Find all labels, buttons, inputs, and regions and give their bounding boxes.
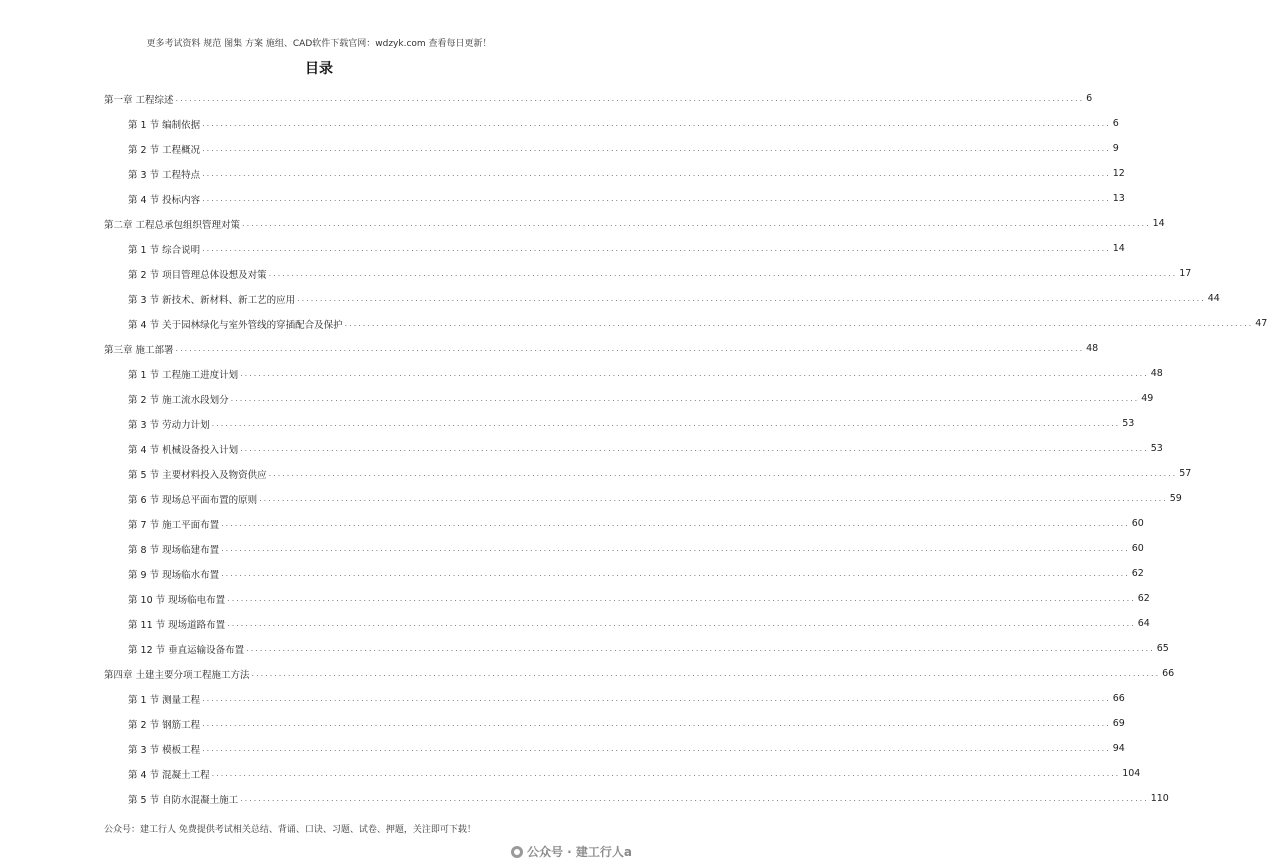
toc-section-row[interactable] [104,736,1125,761]
toc-page-number: 110 [1150,793,1169,804]
toc-section-row[interactable] [104,586,1150,611]
toc-entry-label: 第 1 节 综合说明 [128,244,201,256]
toc-leader-dots: ........................................................................................................................................................................................................ [202,119,1111,128]
toc-leader-dots: ........................................................................................................................................................................................................ [240,369,1149,378]
toc-chapter-row[interactable] [104,211,1165,236]
toc-section-row[interactable] [104,111,1119,136]
toc-section-row[interactable] [104,561,1144,586]
toc-page-number: 64 [1137,618,1150,629]
toc-entry-label: 第二章 工程总承包组织管理对策 [104,219,241,231]
toc-leader-dots: ........................................................................................................................................................................................................ [202,244,1111,253]
toc-entry-label: 第 11 节 现场道路布置 [128,619,226,631]
toc-page-number: 53 [1122,418,1135,429]
toc-chapter-row[interactable] [104,86,1093,111]
table-of-contents [104,86,1267,811]
toc-section-row[interactable] [104,536,1144,561]
toc-entry-label: 第三章 施工部署 [104,344,174,356]
toc-section-row[interactable] [104,311,1267,336]
toc-page-number: 104 [1122,768,1141,779]
toc-entry-label: 第 1 节 测量工程 [128,694,201,706]
toc-entry-label: 第 5 节 自防水混凝土施工 [128,794,239,806]
toc-entry-label: 第 2 节 钢筋工程 [128,719,201,731]
toc-leader-dots: ........................................................................................................................................................................................................ [202,744,1111,753]
toc-leader-dots: ........................................................................................................................................................................................................ [240,794,1149,803]
toc-leader-dots: ........................................................................................................................................................................................................ [227,619,1136,628]
toc-leader-dots: ........................................................................................................................................................................................................ [344,319,1254,328]
toc-page-number: 94 [1112,743,1125,754]
toc-entry-label: 第 4 节 投标内容 [128,194,201,206]
toc-section-row[interactable] [104,686,1125,711]
toc-leader-dots: ........................................................................................................................................................................................................ [202,169,1111,178]
toc-section-row[interactable] [104,636,1169,661]
toc-entry-label: 第 2 节 施工流水段划分 [128,394,229,406]
toc-section-row[interactable] [104,486,1182,511]
toc-section-row[interactable] [104,186,1125,211]
toc-entry-label: 第 9 节 现场临水布置 [128,569,220,581]
toc-page-number: 62 [1137,593,1150,604]
toc-entry-label: 第 3 节 工程特点 [128,169,201,181]
toc-chapter-row[interactable] [104,661,1175,686]
toc-page-number: 12 [1112,168,1125,179]
toc-page-number: 14 [1152,218,1165,229]
toc-entry-label: 第 7 节 施工平面布置 [128,519,220,531]
toc-leader-dots: ........................................................................................................................................................................................................ [242,219,1151,228]
toc-page-number: 66 [1112,693,1125,704]
toc-page-number: 60 [1131,518,1144,529]
toc-leader-dots: ........................................................................................................................................................................................................ [297,294,1206,303]
toc-page-number: 49 [1141,393,1154,404]
toc-page-number: 48 [1150,368,1163,379]
toc-chapter-row[interactable] [104,336,1099,361]
toc-entry-label: 第 8 节 现场临建布置 [128,544,220,556]
toc-page-number: 59 [1169,493,1182,504]
toc-section-row[interactable] [104,786,1169,811]
toc-entry-label: 第 3 节 新技术、新材料、新工艺的应用 [128,294,296,306]
toc-section-row[interactable] [104,761,1141,786]
toc-page-number: 47 [1255,318,1267,329]
toc-entry-label: 第 6 节 现场总平面布置的原则 [128,494,258,506]
toc-leader-dots: ........................................................................................................................................................................................................ [221,569,1130,578]
toc-entry-label: 第 4 节 机械设备投入计划 [128,444,239,456]
toc-entry-label: 第 12 节 垂直运输设备布置 [128,644,245,656]
toc-page-number: 53 [1150,443,1163,454]
toc-entry-label: 第 4 节 混凝土工程 [128,769,210,781]
toc-section-row[interactable] [104,386,1154,411]
toc-section-row[interactable] [104,236,1125,261]
toc-leader-dots: ........................................................................................................................................................................................................ [221,519,1130,528]
toc-entry-label: 第 5 节 主要材料投入及物资供应 [128,469,267,481]
toc-page-number: 17 [1179,268,1192,279]
toc-entry-label: 第四章 土建主要分项工程施工方法 [104,669,250,681]
toc-page-number: 69 [1112,718,1125,729]
toc-page-number: 6 [1112,118,1119,129]
toc-page-number: 14 [1112,243,1125,254]
toc-section-row[interactable] [104,261,1192,286]
watermark-text: 公众号 · 建工行人a [526,845,632,859]
toc-section-row[interactable] [104,511,1144,536]
toc-entry-label: 第 3 节 劳动力计划 [128,419,210,431]
toc-leader-dots: ........................................................................................................................................................................................................ [202,194,1111,203]
watermark [511,843,632,860]
toc-leader-dots: ........................................................................................................................................................................................................ [211,419,1121,428]
toc-leader-dots: ........................................................................................................................................................................................................ [202,144,1111,153]
toc-entry-label: 第 2 节 工程概况 [128,144,201,156]
toc-leader-dots: ........................................................................................................................................................................................................ [211,769,1121,778]
toc-section-row[interactable] [104,361,1163,386]
toc-page-number: 65 [1156,643,1169,654]
toc-section-row[interactable] [104,411,1135,436]
toc-entry-label: 第 1 节 编制依据 [128,119,201,131]
toc-leader-dots: ........................................................................................................................................................................................................ [240,444,1149,453]
toc-page-number: 48 [1086,343,1099,354]
toc-section-row[interactable] [104,286,1220,311]
toc-section-row[interactable] [104,436,1163,461]
toc-section-row[interactable] [104,136,1119,161]
toc-entry-label: 第 10 节 现场临电布置 [128,594,226,606]
footer-notice: 公众号：建工行人 免费提供考试相关总结、背诵、口诀、习题、试卷、押题，关注即可下载！ [104,825,476,835]
toc-entry-label: 第一章 工程综述 [104,94,174,106]
toc-leader-dots: ........................................................................................................................................................................................................ [230,394,1140,403]
toc-entry-label: 第 2 节 项目管理总体设想及对策 [128,269,267,281]
toc-leader-dots: ........................................................................................................................................................................................................ [268,269,1178,278]
page-title: 目录 [305,61,333,77]
toc-leader-dots: ........................................................................................................................................................................................................ [175,94,1085,103]
header-notice: 更多考试资料 规范 图集 方案 施组、CAD软件下载官网：wdzyk.com 查看每日更新！ [146,39,492,49]
toc-page-number: 66 [1162,668,1175,679]
toc-section-row[interactable] [104,711,1125,736]
toc-leader-dots: ........................................................................................................................................................................................................ [268,469,1178,478]
toc-leader-dots: ........................................................................................................................................................................................................ [202,694,1111,703]
toc-leader-dots: ........................................................................................................................................................................................................ [246,644,1155,653]
toc-leader-dots: ........................................................................................................................................................................................................ [251,669,1161,678]
toc-entry-label: 第 3 节 模板工程 [128,744,201,756]
toc-page-number: 13 [1112,193,1125,204]
toc-leader-dots: ........................................................................................................................................................................................................ [202,719,1111,728]
toc-page-number: 60 [1131,543,1144,554]
toc-entry-label: 第 1 节 工程施工进度计划 [128,369,239,381]
toc-section-row[interactable] [104,611,1150,636]
toc-page-number: 57 [1179,468,1192,479]
toc-leader-dots: ........................................................................................................................................................................................................ [221,544,1130,553]
toc-page-number: 9 [1112,143,1119,154]
wechat-icon [511,846,523,858]
toc-page-number: 44 [1207,293,1220,304]
toc-page-number: 62 [1131,568,1144,579]
toc-section-row[interactable] [104,161,1125,186]
toc-page-number: 6 [1086,93,1093,104]
toc-leader-dots: ........................................................................................................................................................................................................ [175,344,1085,353]
toc-leader-dots: ........................................................................................................................................................................................................ [227,594,1136,603]
toc-leader-dots: ........................................................................................................................................................................................................ [259,494,1168,503]
toc-section-row[interactable] [104,461,1192,486]
toc-entry-label: 第 4 节 关于园林绿化与室外管线的穿插配合及保护 [128,319,343,331]
